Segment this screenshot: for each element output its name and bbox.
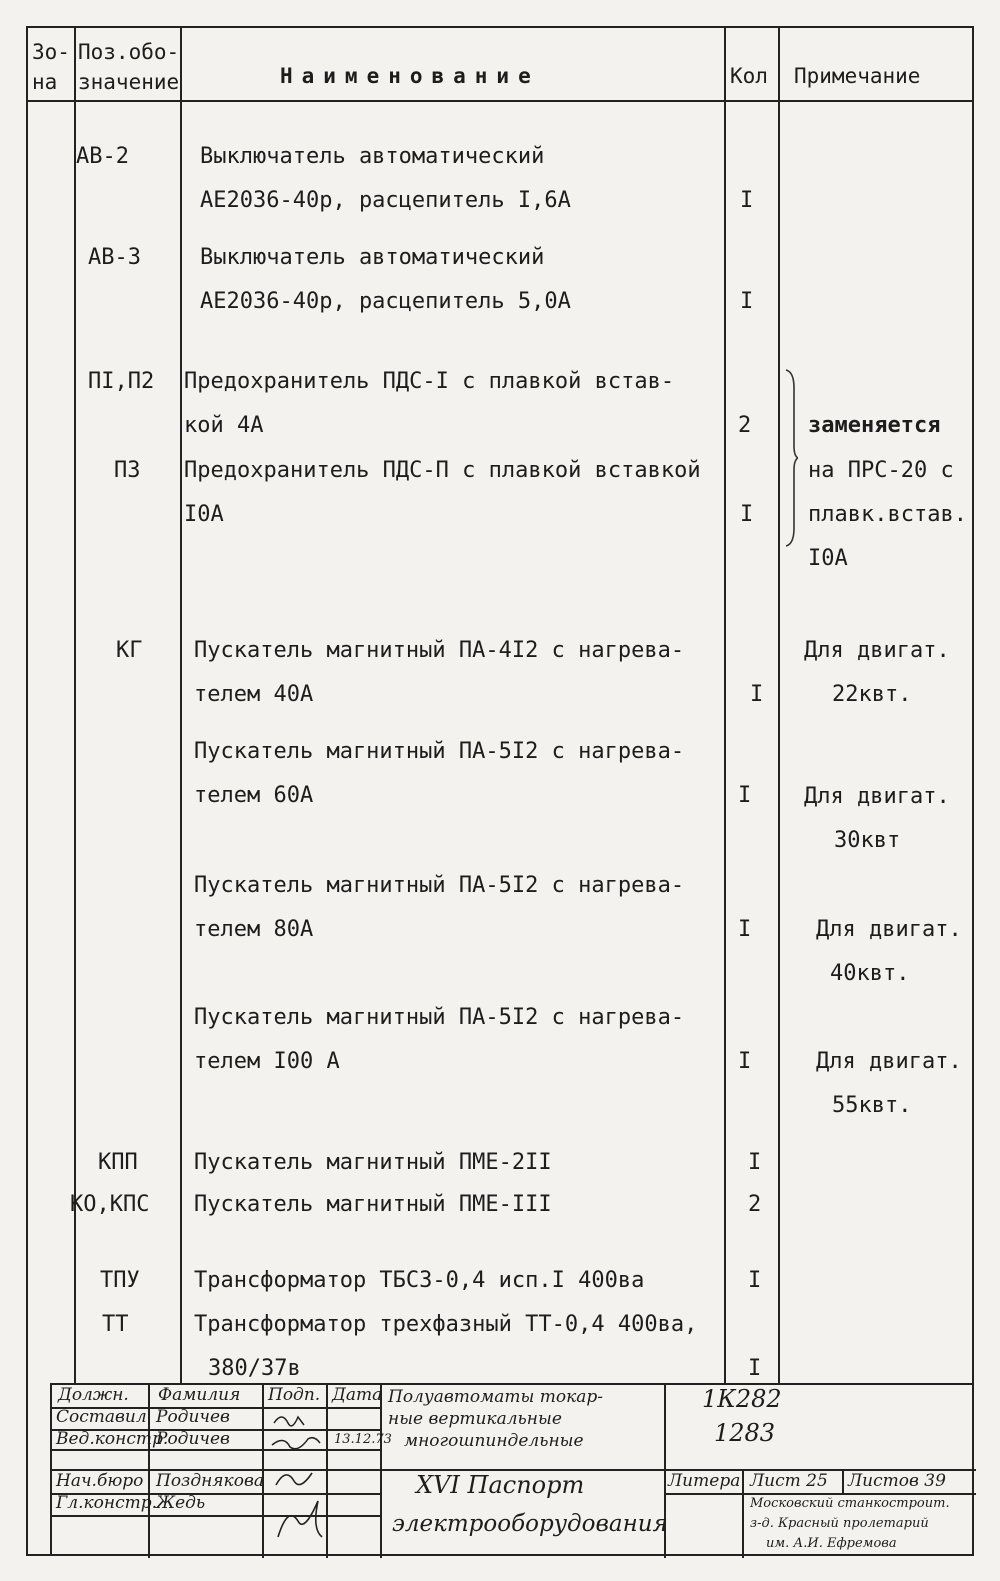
row-qty: I [738,1049,752,1074]
row-qty: I [740,502,754,527]
row-pos: КО,КПС [70,1192,150,1217]
title-block [50,1383,974,1556]
fuse-note-line: I0А [808,546,848,571]
header-zone-line2: на [32,70,58,94]
row-pos: ТТ [102,1312,129,1337]
header-pos-line1: Поз.обо- [78,40,180,64]
tb-divider [380,1385,382,1558]
stamp-header-sign: Подп. [268,1385,321,1405]
row-qty: I [738,917,752,942]
row-name-line: Предохранитель ПДС-П с плавкой вставкой [184,458,701,483]
tb-divider [326,1385,328,1558]
model-number: 1К282 [702,1385,782,1413]
stamp-header-role: Должн. [58,1385,129,1405]
row-pos: П3 [114,458,141,483]
header-name: Наименование [280,64,540,88]
organization-line: Московский станкостроит. [750,1496,950,1511]
fuse-note-line: заменяется [808,413,941,438]
header-note: Примечание [794,64,921,88]
row-note-line: Для двигат. [804,784,950,809]
row-pos: ТПУ [100,1268,140,1293]
document-sheet [26,26,974,1556]
row-name-line: телем 80А [194,917,314,942]
row-name-line: телем 60А [194,783,314,808]
stamp-role: Составил [56,1407,147,1427]
row-note-line: 40квт. [830,961,910,986]
row-name-line: АЕ2036-40р, расцепитель 5,0А [200,289,571,314]
row-name-line: Трансформатор ТБС3-0,4 исп.I 400ва [194,1268,645,1293]
header-qty: Кол [730,64,768,88]
row-note-line: 30квт [834,828,901,853]
product-description-line: многошпиндельные [404,1431,584,1451]
document-title-line: электрооборудования [392,1511,668,1537]
row-name-line: телем 40А [194,682,314,707]
row-note-line: Для двигат. [816,1049,962,1074]
fuse-note-line: плавк.встав. [808,502,967,527]
stamp-header-date: Дата [332,1385,383,1405]
signature-icon [268,1409,324,1553]
stamp-name: Жедь [156,1493,206,1513]
row-note-line: 55квт. [832,1093,912,1118]
row-qty: I [740,188,754,213]
row-name-line: Выключатель автоматический [200,144,545,169]
col-divider-name [724,28,726,1383]
fuse-note-line: на ПРС-20 с [808,458,954,483]
document-title-line: XVI Паспорт [416,1471,585,1499]
row-name-line: кой 4А [184,413,264,438]
row-pos: АВ-2 [76,144,129,169]
row-name-line: Пускатель магнитный ПА-5I2 с нагрева- [194,739,685,764]
organization-line: з-д. Красный пролетарий [750,1516,929,1531]
tb-row-line [664,1493,976,1495]
row-name-line: Пускатель магнитный ПМЕ-III [194,1192,552,1217]
stamp-header-surname: Фамилия [158,1385,241,1405]
row-name-line: Пускатель магнитный ПА-5I2 с нагрева- [194,873,685,898]
stamp-role: Вед.констр. [56,1429,169,1449]
model-number: 1283 [714,1419,776,1447]
row-name-line: АЕ2036-40р, расцепитель I,6А [200,188,571,213]
row-pos: КГ [116,638,143,663]
col-divider-pos [180,28,182,1383]
brace-icon [784,368,798,548]
row-name-line: I0А [184,502,224,527]
stamp-role: Гл.констр. [56,1493,157,1513]
row-qty: I [750,682,764,707]
tb-divider [742,1469,744,1558]
row-qty: I [748,1268,762,1293]
row-note-line: Для двигат. [816,917,962,942]
row-qty: 2 [738,413,752,438]
row-qty: I [738,783,752,808]
row-note-line: 22квт. [832,682,912,707]
stamp-name: Родичев [156,1429,230,1449]
row-name-line: Пускатель магнитный ПА-5I2 с нагрева- [194,1005,685,1030]
row-name-line: Пускатель магнитный ПМЕ-2II [194,1150,552,1175]
header-zone-line1: Зо- [32,40,70,64]
stamp-role: Нач.бюро [56,1471,144,1491]
row-qty: I [748,1356,762,1381]
sheets-total: Листов 39 [848,1471,946,1491]
row-qty: I [740,289,754,314]
row-note-line: Для двигат. [804,638,950,663]
row-pos: КПП [98,1150,138,1175]
col-divider-qty [778,28,780,1383]
row-name-line: Предохранитель ПДС-I с плавкой встав- [184,369,675,394]
row-pos: ПI,П2 [88,369,155,394]
tb-divider [842,1469,844,1493]
tb-row-line [52,1515,380,1517]
header-pos-line2: значение [78,70,180,94]
row-name-line: 380/37в [208,1356,301,1381]
product-description-line: ные вертикальные [388,1409,562,1429]
col-divider-zone [74,28,76,1383]
litera-label: Литера [668,1471,741,1491]
row-qty: I [748,1150,762,1175]
header-divider [28,100,974,102]
tb-row-line [52,1449,380,1451]
stamp-date: 13.12.73 [334,1432,392,1447]
row-qty: 2 [748,1192,762,1217]
stamp-name: Позднякова [156,1471,264,1491]
row-name-line: Трансформатор трехфазный ТТ-0,4 400ва, [194,1312,698,1337]
row-name-line: Выключатель автоматический [200,245,545,270]
sheet-number: Лист 25 [750,1471,828,1491]
organization-line: им. А.И. Ефремова [766,1536,897,1551]
tb-divider [148,1385,150,1558]
row-name-line: Пускатель магнитный ПА-4I2 с нагрева- [194,638,685,663]
row-name-line: телем I00 А [194,1049,340,1074]
row-pos: АВ-3 [88,245,141,270]
stamp-name: Родичев [156,1407,230,1427]
product-description-line: Полуавтоматы токар- [388,1387,603,1407]
